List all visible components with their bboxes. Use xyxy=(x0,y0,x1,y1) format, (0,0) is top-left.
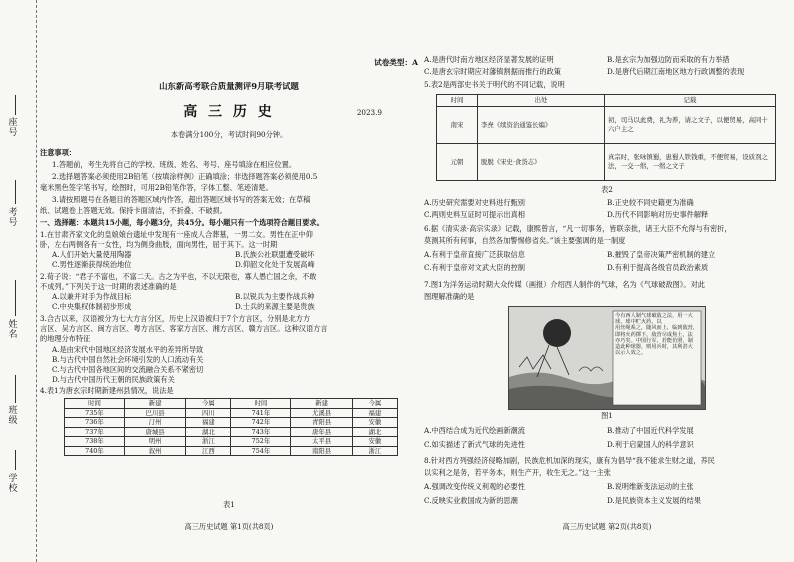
figure-1-illustration xyxy=(508,306,706,410)
q4-options-ab xyxy=(424,55,790,65)
q8-option-c[interactable]: C.反映实业救国成为新的思潮 xyxy=(424,496,518,505)
q7-option-a[interactable]: A.中西结合成为近代绘画新潮流 xyxy=(424,426,525,435)
table-2-header: 时间 xyxy=(437,95,478,107)
table-1-header: 时间 xyxy=(65,399,125,409)
table-cell: 南阳县 xyxy=(291,446,352,456)
table-cell: 740年 xyxy=(65,446,125,456)
q5-options-ab xyxy=(424,198,790,208)
table-row xyxy=(65,408,398,418)
inscription-line: 以示人效之。 xyxy=(615,350,647,357)
q1-stem-2: 卧，左右两侧各有一女性，均为侧身曲肢，面向男性，屈于其下。这一时期 xyxy=(40,240,278,249)
school-label: 学校 xyxy=(8,474,18,494)
exam-no-label: 考号 xyxy=(8,208,18,228)
table-cell: 青阳县 xyxy=(291,418,352,428)
table-cell: 巴川县 xyxy=(124,408,185,418)
notice-3: 3.请按照题号在各题目的答题区域内作答，超出答题区域书写的答案无效；在草稿 xyxy=(52,195,311,204)
q1-options-ab xyxy=(40,250,418,260)
table-row xyxy=(65,418,398,428)
table-cell: 浙江 xyxy=(186,437,231,447)
q4-option-b[interactable]: B.是玄宗为加强边防而采取的有力举措 xyxy=(607,55,730,64)
inscription-line: 造此种球器，则用兵时，其利甚大 xyxy=(615,344,693,351)
inscription-line: 今有西人制气球破敌之法，用一大球，球中贮火药，以 xyxy=(615,313,693,326)
notice-3b: 纸、试题卷上答题无效。保持卡面清洁，不折叠、不破损。 xyxy=(40,206,227,215)
table-cell: 湖北 xyxy=(352,427,397,437)
table-cell: 元朝 xyxy=(437,144,478,181)
q3-stem-3: 的地理分布特征 xyxy=(40,334,91,343)
q8-options-ab xyxy=(424,482,790,492)
q6-stem-2: 莫测其所有何事，自然各加警惕修省矣。”该主要强调的是一制度 xyxy=(424,236,626,245)
table-cell: 741年 xyxy=(231,408,291,418)
table-cell: 四川 xyxy=(186,408,231,418)
figure-1-inscription xyxy=(615,313,701,356)
q4-option-d[interactable]: D.是唐代后期江南地区地方行政调整的表现 xyxy=(607,67,745,76)
table-1 xyxy=(64,398,398,456)
q1-option-a[interactable]: A.人们开始大量使用陶器 xyxy=(52,250,132,259)
q8-stem-2: 以实利之是务，若平务本，则生产开，收生无之。”这一主张 xyxy=(424,468,611,477)
q3-stem-2: 言区、吴方言区、闽方言区、粤方言区、客家方言区、湘方言区、赣方言区。这种汉语方言 xyxy=(40,324,328,333)
table-cell: 湖北 xyxy=(186,427,231,437)
figure-1-caption: 图1 xyxy=(601,411,613,420)
q2-option-a[interactable]: A.以兼并对手为作战目标 xyxy=(52,292,132,301)
score-note: 本卷满分100分，考试时间90分钟。 xyxy=(170,130,288,139)
q7-stem-2: 图理解准确的是 xyxy=(424,292,475,301)
table-cell: 736年 xyxy=(65,418,125,428)
table-cell: 唐年县 xyxy=(291,427,352,437)
class-line xyxy=(15,375,16,403)
q3-option-d[interactable]: D.与古代中国历代王朝的民族政策有关 xyxy=(52,375,175,384)
table-1-header: 时间 xyxy=(231,399,291,409)
q8-options-cd xyxy=(424,496,790,506)
q5-option-a[interactable]: A.历史研究需要对史料进行甄别 xyxy=(424,198,525,207)
notice-1: 1.答题前，考生先将自己的学校、班级、姓名、考号、座号填涂在相应位置。 xyxy=(52,160,297,169)
q8-option-d[interactable]: D.是民族资本主义发展的结果 xyxy=(607,496,702,505)
table-cell: 叙州 xyxy=(124,446,185,456)
q6-option-a[interactable]: A.有利于皇帝直接广泛获取信息 xyxy=(424,250,525,259)
page-2 xyxy=(424,0,790,562)
table-2-header-row xyxy=(437,95,776,107)
q1-option-b[interactable]: B.氏族公社联盟遭受破坏 xyxy=(235,250,315,259)
table-row xyxy=(65,446,398,456)
notice-2: 2.选择题答案必须使用2B铅笔（按填涂样例）正确填涂；非选择题答案必须使用0.5 xyxy=(52,172,318,181)
table-1-header: 今属 xyxy=(352,399,397,409)
notice-title: 注意事项： xyxy=(40,148,76,157)
q2-options-ab xyxy=(40,292,418,302)
exam-no-line xyxy=(15,180,16,204)
q7-stem-1: 7.图1为洋务运动时期大众传媒（画报）介绍西人制作的气球，名为《气球破敌图》。对此 xyxy=(424,280,705,289)
table-1-header: 今属 xyxy=(186,399,231,409)
q5-stem: 5.表2是两部史书关于明代的不同记载，说明 xyxy=(424,80,565,89)
q2-stem-2: 不成列。”下列关于这一时期的表述准确的是 xyxy=(40,282,177,291)
section-1-title: 一、选择题：本题共15小题，每小题3分，共45分。每小题只有一个选项符合题目要求。 xyxy=(40,218,324,227)
q5-option-c[interactable]: C.两则史料互证时可提示出真相 xyxy=(424,210,525,219)
q2-option-c[interactable]: C.中央集权体制初步形成 xyxy=(52,302,132,311)
q4-option-c[interactable]: C.是唐玄宗时期应对藩镇割据而推行的政策 xyxy=(424,67,561,76)
q6-option-b[interactable]: B.摧毁了皇帝决策严密机制的建立 xyxy=(607,250,716,259)
page-2-footer: 高三历史试题 第2页(共8页) xyxy=(562,522,652,531)
table-cell: 福建 xyxy=(352,408,397,418)
table-2-header: 出处 xyxy=(478,95,605,107)
table-1-caption: 表1 xyxy=(223,500,235,509)
q6-options-cd xyxy=(424,263,790,273)
table-cell: 743年 xyxy=(231,427,291,437)
q6-stem-1: 6.据《清实录·高宗实录》记载，康熙曾言，“凡一切事务，皆联亲批，诸王大臣不允得与有密折， xyxy=(424,224,732,233)
table-cell: 752年 xyxy=(231,437,291,447)
q2-option-b[interactable]: B.以锐兵为主要作战兵种 xyxy=(235,292,315,301)
seat-line xyxy=(15,95,16,115)
table-cell: 735年 xyxy=(65,408,125,418)
table-cell: 安徽 xyxy=(352,437,397,447)
q3-option-a[interactable]: A.是由宋代中国地区经济发展水平的差异所导致 xyxy=(52,345,204,354)
q1-option-d[interactable]: D.仰韶文化处于发展高峰 xyxy=(235,260,315,269)
table-cell: 真宗时，张咏镇蜀，患蜀人铁钱重，不便贸易，设质剂之法，一交一缗，一缗之文子 xyxy=(605,144,776,181)
table-cell: 太平县 xyxy=(291,437,352,447)
table-row xyxy=(65,427,398,437)
q8-option-b[interactable]: B.说明维新变法运动的主张 xyxy=(607,482,694,491)
q6-options-ab xyxy=(424,250,790,260)
q5-option-d[interactable]: D.历代不同影响对历史事件解释 xyxy=(607,210,709,219)
name-line xyxy=(15,280,16,316)
inscription-line: 用丝绳系之，随风而上，临到敌营， xyxy=(615,325,699,332)
table-2-caption: 表2 xyxy=(601,185,613,194)
table-cell: 李焘《续资治通鉴长编》 xyxy=(478,107,605,144)
q1-options-cd xyxy=(40,260,418,270)
table-cell: 福建 xyxy=(186,418,231,428)
q5-option-b[interactable]: B.正史较不同史籍更为准确 xyxy=(607,198,694,207)
paper-type: 试卷类型：A xyxy=(374,58,418,67)
table-1-header: 新建 xyxy=(291,399,352,409)
page-1 xyxy=(40,0,418,562)
q8-option-a[interactable]: A.强调改变传统义利观的必要性 xyxy=(424,482,525,491)
table-cell: 尤溪县 xyxy=(291,408,352,418)
table-cell: 742年 xyxy=(231,418,291,428)
q6-option-d[interactable]: D.有利于提高各级官员政治素质 xyxy=(607,263,709,272)
table-cell: 初，司马以此费，礼为养，请之文子，以便贸易，高同十六户主之 xyxy=(605,107,776,144)
q7-options-ab xyxy=(424,426,790,436)
inscription-line: 亦巧矣。中国行军，若能仿照，制 xyxy=(615,337,693,344)
table-cell: 737年 xyxy=(65,427,125,437)
q1-option-c[interactable]: C.男性逐渐获得统治地位 xyxy=(52,260,132,269)
table-cell: 脱脱《宋史·食货志》 xyxy=(478,144,605,181)
q4-stem: 4.表1为唐玄宗时期新建州县情况，说法是 xyxy=(40,386,174,395)
school-line xyxy=(15,450,16,470)
class-label: 班级 xyxy=(8,406,18,426)
page-1-footer: 高三历史试题 第1页(共8页) xyxy=(184,522,274,531)
table-cell: 浙江 xyxy=(352,446,397,456)
q7-option-d[interactable]: D.利于启蒙国人的科学意识 xyxy=(607,440,694,449)
table-row xyxy=(437,144,776,181)
q3-option-c[interactable]: C.与古代中国各地区间的交流融合关系不紧密切 xyxy=(52,365,204,374)
notice-2b: 毫米黑色签字笔书写，绘图时，可用2B铅笔作答，字体工整、笔迹清楚。 xyxy=(40,183,273,192)
binding-margin xyxy=(0,0,37,562)
seat-label: 座号 xyxy=(8,118,18,138)
table-cell: 754年 xyxy=(231,446,291,456)
table-cell: 738年 xyxy=(65,437,125,447)
q3-option-b[interactable]: B.与古代中国自然社会环境引发的人口流动有关 xyxy=(52,355,204,364)
q5-options-cd xyxy=(424,210,790,220)
q7-option-c[interactable]: C.如实描述了新式气球的先进性 xyxy=(424,440,525,449)
q6-option-c[interactable]: C.有利于皇帝对文武大臣的控制 xyxy=(424,263,525,272)
q1-stem-1: 1.在甘肃齐家文化的皇娘娘台遗址中发现有一座成人合葬墓，一男二女。男性在正中仰 xyxy=(40,230,313,239)
table-row xyxy=(65,437,398,447)
q2-options-cd xyxy=(40,302,418,312)
table-row xyxy=(437,107,776,144)
table-2 xyxy=(436,94,776,181)
name-label: 姓名 xyxy=(8,320,18,340)
q7-option-b[interactable]: B.推动了中国近代科学发展 xyxy=(607,426,694,435)
table-cell: 南宋 xyxy=(437,107,478,144)
table-cell: 唐城县 xyxy=(124,427,185,437)
exam-title: 山东新高考联合质量测评9月联考试题 xyxy=(159,82,299,91)
table-1-header: 新建 xyxy=(124,399,185,409)
q2-option-d[interactable]: D.士兵的来源主要是贵族 xyxy=(235,302,315,311)
q2-stem-1: 2.荀子说：“君子不富也，不富二天。古之为平也，不以无限也，寡人愚亡国之余，不敢 xyxy=(40,272,317,281)
q4-options-cd xyxy=(424,67,790,77)
table-cell: 汀州 xyxy=(124,418,185,428)
table-cell: 江西 xyxy=(186,446,231,456)
q4-option-a[interactable]: A.是唐代时南方地区经济显著发展的证明 xyxy=(424,55,554,64)
table-1-header-row xyxy=(65,399,398,409)
exam-date: 2023.9 xyxy=(356,108,382,117)
q7-options-cd xyxy=(424,440,790,450)
inscription-line: 即将火药掷下，敌营尽成焦土，法 xyxy=(615,331,693,338)
table-2-header: 记载 xyxy=(605,95,776,107)
q8-stem-1: 8.针对西方列强经济侵略加剧，民族危机加深的现实，康有为倡导“我不能求生财之道，养民 xyxy=(424,456,715,465)
subject-title: 高 三 历 史 xyxy=(183,104,275,120)
q3-stem-1: 3.合古以来，汉语被分为七大方言分区，历史上汉语被归于7个方言区，分别是北方方 xyxy=(40,314,311,323)
table-cell: 明州 xyxy=(124,437,185,447)
table-cell: 安徽 xyxy=(352,418,397,428)
